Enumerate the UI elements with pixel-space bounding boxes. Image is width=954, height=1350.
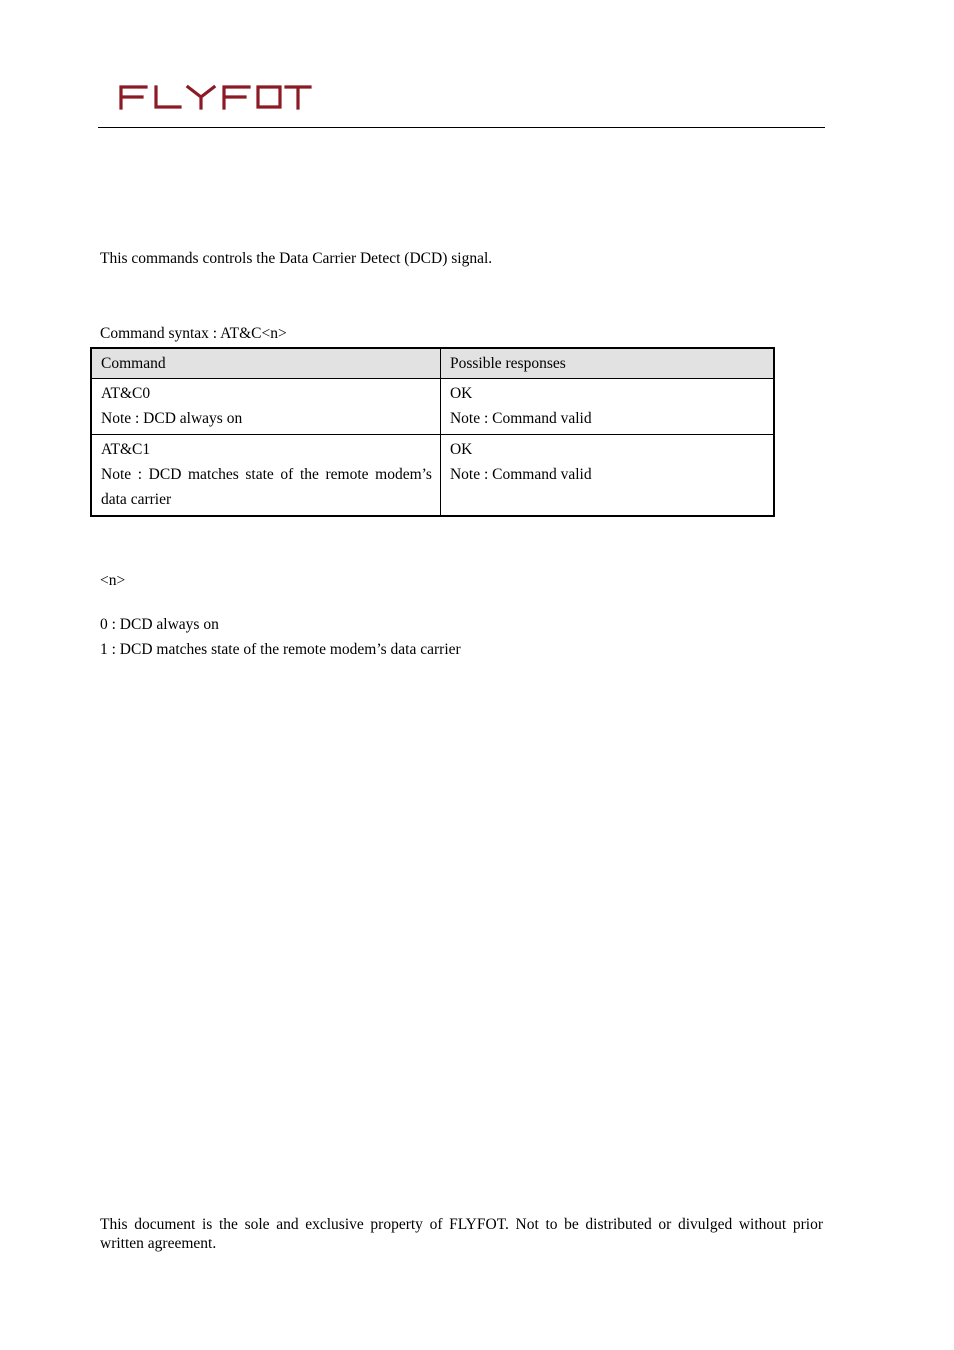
command-table [90, 347, 775, 517]
command-value: AT&C0 [101, 385, 151, 402]
header-rule [98, 127, 825, 128]
command-syntax: Command syntax : AT&C<n> [100, 325, 287, 342]
response-note: Note : Command valid [449, 466, 592, 483]
header-responses: Possible responses [440, 348, 774, 379]
response-value: OK [449, 385, 473, 402]
table-row [91, 435, 774, 517]
parameter-name: <n> [100, 572, 126, 589]
command-note: Note : DCD matches state of the remote modem’s data carrier [101, 466, 432, 508]
response-cell [440, 435, 774, 517]
response-note: Note : Command valid [449, 410, 592, 427]
response-value: OK [449, 441, 473, 458]
parameter-value: 1 : DCD matches state of the remote modem’s data carrier [100, 641, 461, 658]
header-command: Command [91, 348, 440, 379]
response-cell [440, 379, 774, 435]
table-header-row [91, 348, 774, 379]
command-cell [91, 435, 440, 517]
command-value: AT&C1 [101, 441, 151, 458]
parameter-value: 0 : DCD always on [100, 616, 219, 633]
table-row [91, 379, 774, 435]
command-cell [91, 379, 440, 435]
command-note: Note : DCD always on [101, 410, 243, 427]
flyfot-logo [118, 84, 312, 110]
intro-text: This commands controls the Data Carrier Detect (DCD) signal. [100, 250, 493, 267]
footer-disclaimer: This document is the sole and exclusive property of FLYFOT. Not to be distributed or divulged without prior written agreement. [100, 1216, 823, 1252]
